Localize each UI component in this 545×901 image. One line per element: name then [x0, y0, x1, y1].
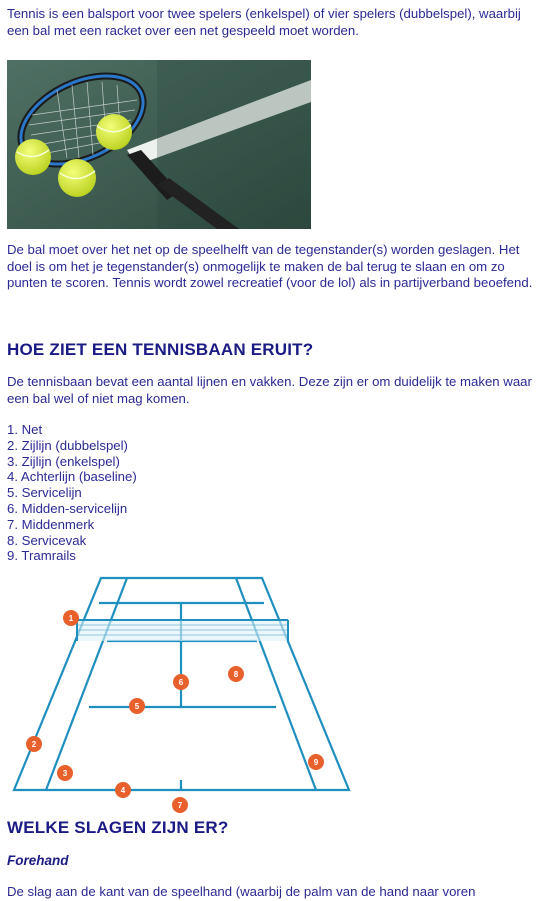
- marker-5: [129, 698, 145, 714]
- svg-text:5: 5: [134, 702, 140, 711]
- marker-9: [308, 754, 324, 770]
- rules-paragraph: De bal moet over het net op de speelhelft van de tegenstander(s) worden geslagen. Het doel is om het je tegenstander(s) onmogelijk te maken de bal terug te slaan en om zo punten te scoren. Tennis wordt zowel recreatief (voor de lol) als in partijverband beoefend.: [7, 242, 533, 290]
- marker-6: [173, 674, 189, 690]
- marker-2: [26, 736, 42, 752]
- net: [77, 620, 288, 641]
- list-item: 8. Servicevak: [7, 532, 87, 548]
- svg-text:8: 8: [233, 670, 239, 679]
- svg-text:6: 6: [178, 678, 184, 687]
- list-item: 9. Tramrails: [7, 548, 76, 564]
- svg-text:3: 3: [62, 769, 68, 778]
- intro-paragraph: Tennis is een balsport voor twee spelers (enkelspel) of vier spelers (dubbelspel), waarbij een bal met een racket over een net gespeeld moet worden.: [7, 6, 521, 38]
- list-item: 4. Achterlijn (baseline): [7, 469, 137, 485]
- marker-4: [115, 782, 131, 798]
- svg-text:2: 2: [31, 740, 37, 749]
- court-lines-list: [7, 422, 137, 564]
- svg-text:1: 1: [68, 614, 74, 623]
- svg-text:4: 4: [120, 786, 126, 795]
- marker-8: [228, 666, 244, 682]
- svg-text:7: 7: [177, 801, 183, 810]
- list-item: 3. Zijlijn (enkelspel): [7, 453, 120, 469]
- forehand-paragraph: De slag aan de kant van de speelhand (waarbij de palm van de hand naar voren: [7, 884, 476, 899]
- court-intro-paragraph: De tennisbaan bevat een aantal lijnen en vakken. Deze zijn er om duidelijk te maken waar een bal wel of niet mag komen.: [7, 374, 532, 406]
- marker-7: [172, 797, 188, 813]
- marker-1: [63, 610, 79, 626]
- svg-text:9: 9: [313, 758, 319, 767]
- list-item: 6. Midden-servicelijn: [7, 500, 128, 516]
- list-item: 2. Zijlijn (dubbelspel): [7, 437, 128, 453]
- list-item: 7. Middenmerk: [7, 516, 95, 532]
- marker-3: [57, 765, 73, 781]
- court-diagram: [0, 572, 360, 814]
- list-item: 1. Net: [7, 422, 43, 437]
- subheading-forehand: Forehand: [7, 853, 69, 868]
- list-item: 5. Servicelijn: [7, 485, 82, 501]
- tennis-racket-photo: [7, 60, 311, 229]
- section-heading-strokes: WELKE SLAGEN ZIJN ER?: [7, 818, 229, 837]
- section-heading-court: HOE ZIET EEN TENNISBAAN ERUIT?: [7, 340, 314, 359]
